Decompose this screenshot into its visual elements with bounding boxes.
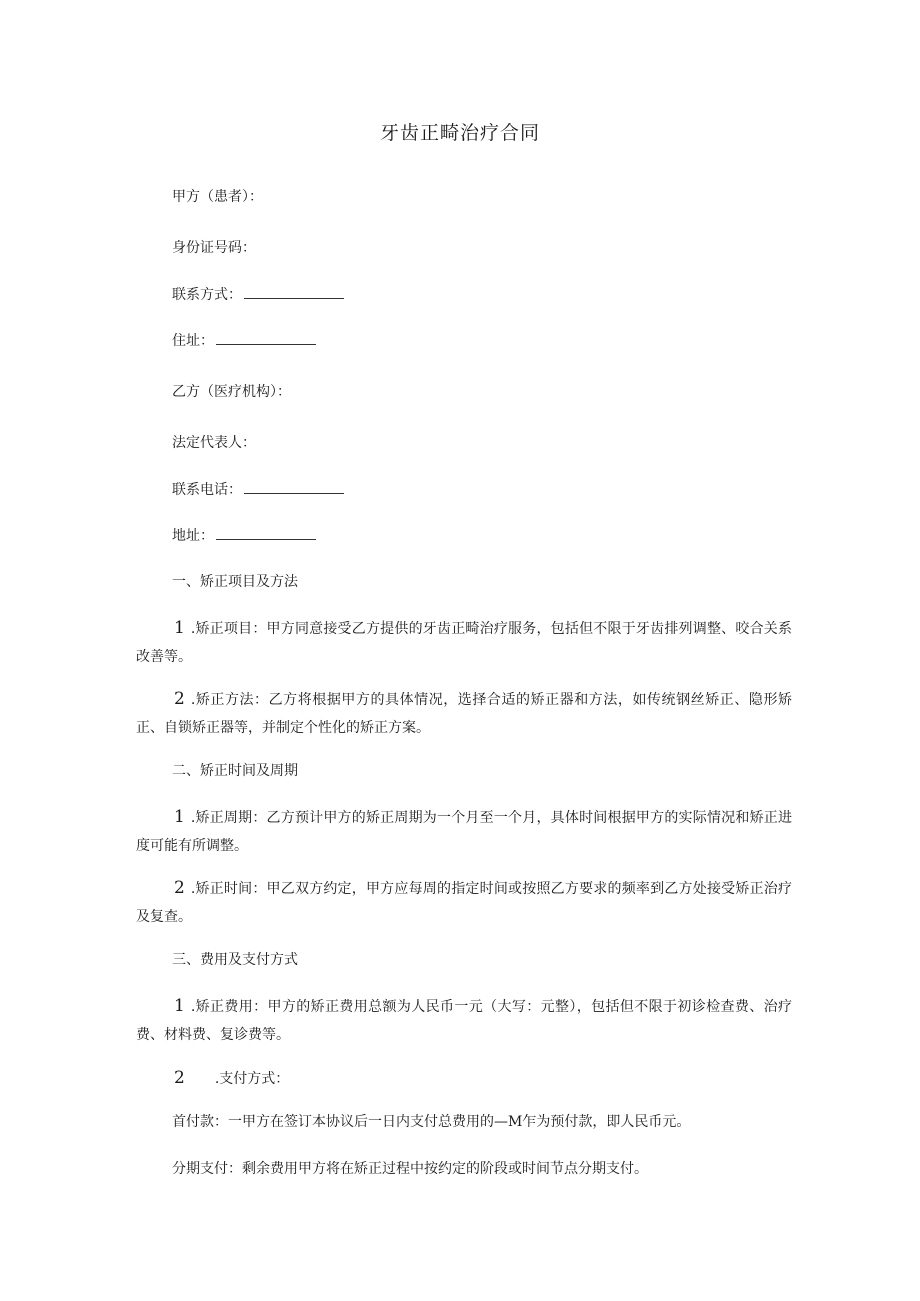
section-2-item-1 [136, 803, 792, 860]
item-number: 1 [174, 618, 185, 638]
section-3-heading: 三、费用及支付方式 [172, 952, 298, 968]
party-a-label: 甲方（患者）： [172, 189, 263, 205]
legal-rep-label: 法定代表人： [172, 435, 256, 451]
item-text: .矫正方法：乙方将根据甲方的具体情况，选择合适的矫正器和方法，如传统钢丝矫正、隐形矫正、自锁矫正器等，并制定个性化的矫正方案。 [136, 692, 792, 736]
item-number: 2 [174, 1068, 185, 1088]
item-text: .矫正时间：甲乙双方约定，甲方应每周的指定时间或按照乙方要求的频率到乙方处接受矫正治疗及复查。 [136, 881, 792, 925]
party-b-heading [172, 382, 291, 402]
item-text: .支付方式： [214, 1071, 290, 1087]
section-3-item-2 [136, 1064, 792, 1093]
section-2-heading: 二、矫正时间及周期 [172, 763, 298, 779]
id-number-label: 身份证号码： [172, 240, 256, 256]
document-title: 牙齿正畸治疗合同 [379, 122, 540, 144]
party-a-heading [172, 187, 263, 207]
installment-line: 分期支付：剩余费用甲方将在矫正过程中按约定的阶段或时间节点分期支付。 [172, 1161, 648, 1177]
item-text: .矫正项目：甲方同意接受乙方提供的牙齿正畸治疗服务，包括但不限于牙齿排列调整、咬合关系改善等。 [136, 621, 792, 665]
item-number: 1 [174, 807, 185, 827]
phone-label: 联系电话： [172, 482, 242, 498]
party-b-address-label: 地址： [172, 528, 214, 544]
phone-blank [244, 481, 344, 494]
party-b-rep-line [172, 433, 256, 453]
party-b-phone-line [172, 480, 344, 500]
party-b-address-blank [216, 527, 316, 540]
item-number: 1 [174, 996, 185, 1016]
address-blank [216, 332, 316, 345]
party-b-address-line [172, 526, 316, 546]
item-number: 2 [174, 689, 185, 709]
down-payment-line: 首付款：一甲方在签订本协议后一日内支付总费用的—M乍为预付款，即人民币元。 [172, 1114, 691, 1130]
item-text: .矫正费用：甲方的矫正费用总额为人民币一元（大写：元整），包括但不限于初诊检查费、治疗费、材料费、复诊费等。 [136, 999, 792, 1043]
contact-blank [244, 286, 344, 299]
item-text: .矫正周期：乙方预计甲方的矫正周期为一个月至一个月，具体时间根据甲方的实际情况和矫正进度可能有所调整。 [136, 810, 792, 854]
party-a-contact-line [172, 285, 344, 305]
section-2-item-2 [136, 874, 792, 931]
contact-label: 联系方式： [172, 287, 242, 303]
section-1-item-2 [136, 685, 792, 742]
party-a-id-line [172, 238, 256, 258]
item-number: 2 [174, 878, 185, 898]
section-1-item-1 [136, 614, 792, 671]
party-b-label: 乙方（医疗机构）： [172, 384, 291, 400]
party-a-address-line [172, 331, 316, 351]
address-label: 住址： [172, 333, 214, 349]
section-3-item-1 [136, 992, 792, 1049]
section-1-heading: 一、矫正项目及方法 [172, 574, 298, 590]
